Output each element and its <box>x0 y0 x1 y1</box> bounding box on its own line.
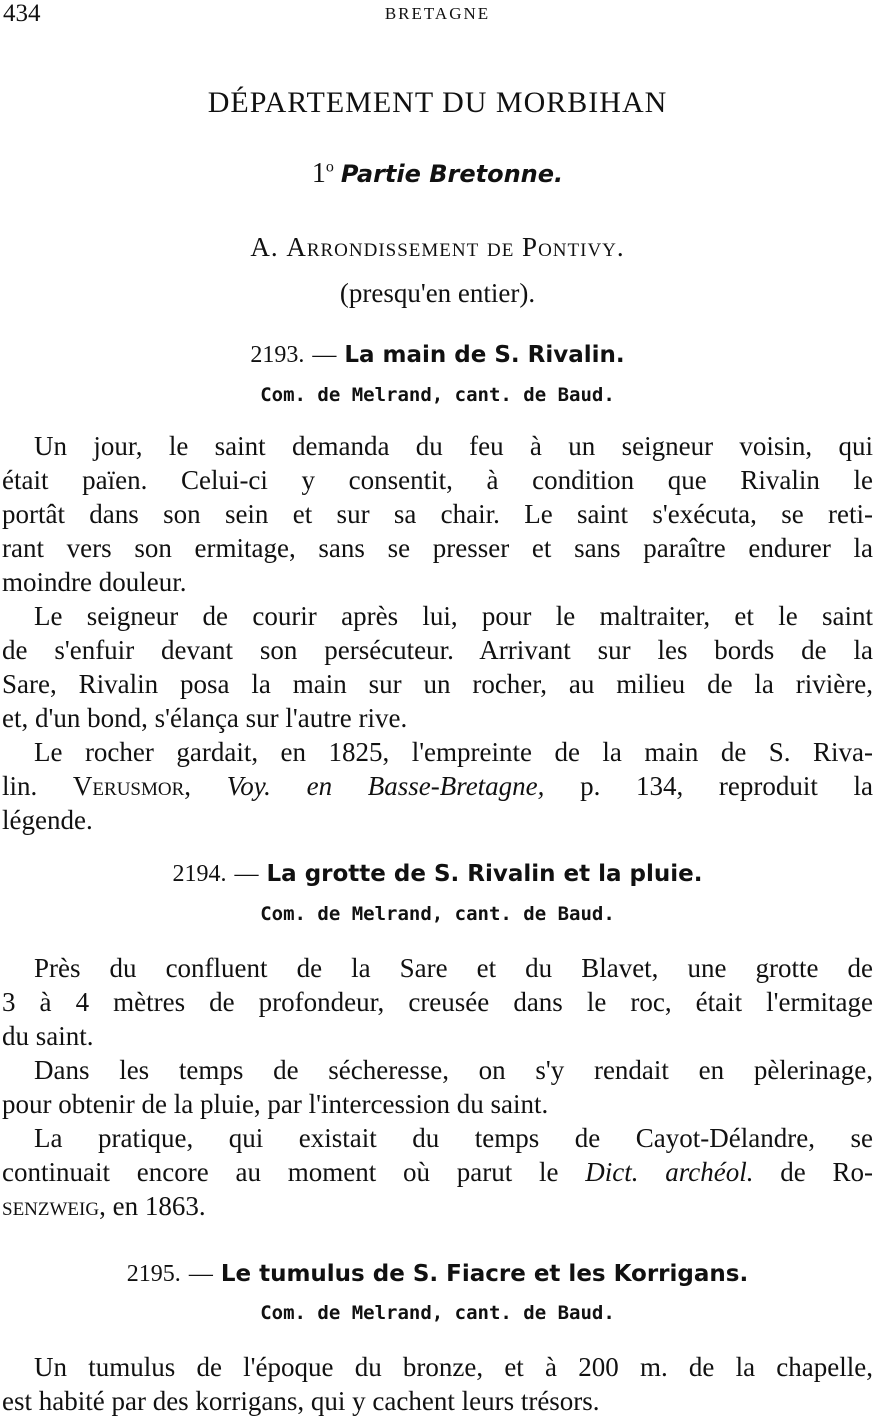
text-line: lin. Verusmor, Voy. en Basse-Bretagne, p. 134, reproduit la <box>2 771 873 801</box>
part-label: Partie Bretonne. <box>340 160 564 188</box>
part-ordinal: 1$^o$ <box>311 158 334 189</box>
arrondissement-title: Arrondissement de Pontivy. <box>286 232 625 262</box>
text-line: La pratique, qui existait du temps de Cayot-Délandre, se <box>34 1123 873 1153</box>
text-line: Dans les temps de sécheresse, on s'y rendait en pèlerinage, <box>34 1055 873 1085</box>
text-line: portât dans son sein et sur sa chair. Le saint s'exécuta, se reti- <box>2 499 873 529</box>
text-line: rant vers son ermitage, sans se presser et sans paraître endurer la <box>2 533 873 563</box>
page-number: 434 <box>3 0 41 27</box>
text-line: Un tumulus de l'époque du bronze, et à 200 m. de la chapelle, <box>34 1352 873 1382</box>
text-line: continuait encore au moment où parut le Dict. archéol. de Ro- <box>2 1157 874 1187</box>
entry-commune: Com. de Melrand, cant. de Baud. <box>260 903 615 925</box>
text-line: du saint. <box>2 1021 94 1051</box>
text-line: senzweig, en 1863. <box>2 1191 206 1221</box>
arrondissement-subtitle: (presqu'en entier). <box>339 278 536 308</box>
text-line: pour obtenir de la pluie, par l'intercession du saint. <box>2 1089 549 1119</box>
text-line: était païen. Celui-ci y consentit, à condition que Rivalin le <box>2 465 873 495</box>
entry-title: 2194. — La grotte de S. Rivalin et la pluie. <box>172 861 703 887</box>
arrondissement-heading <box>0 232 875 263</box>
book-title: Voy. en Basse-Bretagne, <box>226 771 545 801</box>
running-head: BRETAGNE <box>384 4 491 23</box>
entry-title: 2195. — Le tumulus de S. Fiacre et les Korrigans. <box>126 1261 749 1287</box>
entry-commune: Com. de Melrand, cant. de Baud. <box>260 1302 615 1324</box>
text-line: Sare, Rivalin posa la main sur un rocher, au milieu de la rivière, <box>2 669 873 699</box>
author-name: Verusmor, <box>72 771 192 801</box>
text-line: Un jour, le saint demanda du feu à un seigneur voisin, qui <box>34 431 873 461</box>
text-line: Le rocher gardait, en 1825, l'empreinte de la main de S. Riva- <box>34 737 873 767</box>
text-line: légende. <box>2 805 93 835</box>
department-heading: DÉPARTEMENT DU MORBIHAN <box>207 86 668 119</box>
author-name: senzweig, <box>2 1191 106 1221</box>
entry-title: 2193. — La main de S. Rivalin. <box>250 342 625 368</box>
text-line: Près du confluent de la Sare et du Blavet, une grotte de <box>34 953 873 983</box>
book-title: Dict. archéol. <box>585 1157 754 1187</box>
text-line: Le seigneur de courir après lui, pour le maltraiter, et le saint <box>34 601 873 631</box>
text-line: 3 à 4 mètres de profondeur, creusée dans le roc, était l'ermitage <box>2 987 873 1017</box>
arrondissement-letter: A. <box>250 232 279 262</box>
text-line: moindre douleur. <box>2 567 187 597</box>
part-heading <box>0 158 875 190</box>
text-line: et, d'un bond, s'élança sur l'autre rive. <box>2 703 408 733</box>
text-line: de s'enfuir devant son persécuteur. Arrivant sur les bords de la <box>2 635 873 665</box>
entry-commune: Com. de Melrand, cant. de Baud. <box>260 384 615 406</box>
text-line: est habité par des korrigans, qui y cachent leurs trésors. <box>2 1386 600 1416</box>
